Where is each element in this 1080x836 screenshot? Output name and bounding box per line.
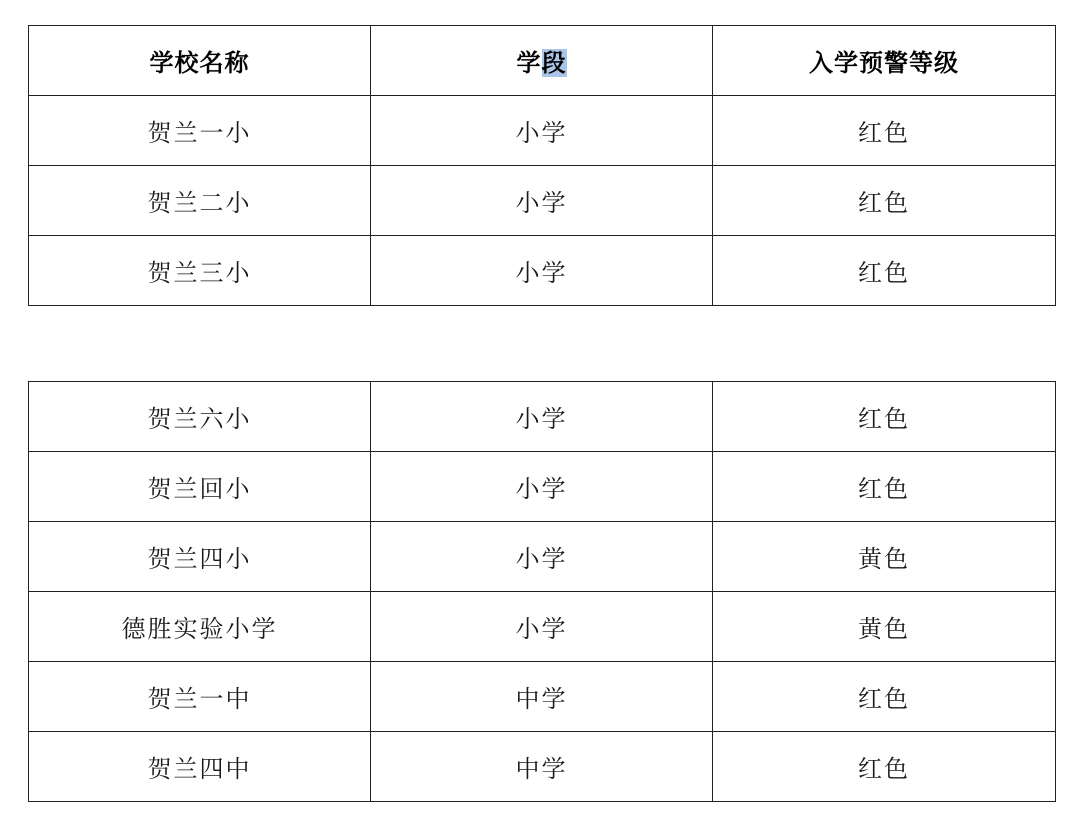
table-row [29,732,1056,802]
warning-level-cell: 黄色 [713,592,1056,662]
school-stage-cell: 小学 [371,382,713,452]
warning-level-cell: 红色 [713,452,1056,522]
warning-level-cell: 红色 [713,96,1056,166]
header-school-stage-text: 学 [516,49,542,77]
school-name-cell: 贺兰一中 [29,662,371,732]
table-row [29,522,1056,592]
school-warning-table-bottom [28,381,1056,802]
table-row [29,166,1056,236]
warning-level-cell: 红色 [713,166,1056,236]
school-name-cell: 贺兰回小 [29,452,371,522]
school-name-cell: 贺兰三小 [29,236,371,306]
school-stage-cell: 小学 [371,236,713,306]
school-name-cell: 德胜实验小学 [29,592,371,662]
school-name-cell: 贺兰六小 [29,382,371,452]
school-stage-cell: 中学 [371,732,713,802]
table-top-body [29,96,1056,306]
selected-text-highlight[interactable]: 段 [541,49,567,77]
school-name-cell: 贺兰四小 [29,522,371,592]
table-row [29,96,1056,166]
table-row [29,382,1056,452]
table-row [29,592,1056,662]
header-school-name: 学校名称 [29,26,371,96]
school-stage-cell: 中学 [371,662,713,732]
warning-level-cell: 红色 [713,732,1056,802]
table-header-row [29,26,1056,96]
warning-level-cell: 红色 [713,662,1056,732]
school-warning-table-top [28,25,1056,306]
school-stage-cell: 小学 [371,592,713,662]
warning-level-cell: 红色 [713,382,1056,452]
table-row [29,662,1056,732]
school-name-cell: 贺兰二小 [29,166,371,236]
school-name-cell: 贺兰一小 [29,96,371,166]
school-stage-cell: 小学 [371,452,713,522]
school-stage-cell: 小学 [371,522,713,592]
warning-level-cell: 红色 [713,236,1056,306]
header-warning-level: 入学预警等级 [713,26,1056,96]
header-school-stage [371,26,713,96]
school-stage-cell: 小学 [371,166,713,236]
school-name-cell: 贺兰四中 [29,732,371,802]
table-row [29,236,1056,306]
table-bottom-body [29,382,1056,802]
school-stage-cell: 小学 [371,96,713,166]
warning-level-cell: 黄色 [713,522,1056,592]
table-row [29,452,1056,522]
